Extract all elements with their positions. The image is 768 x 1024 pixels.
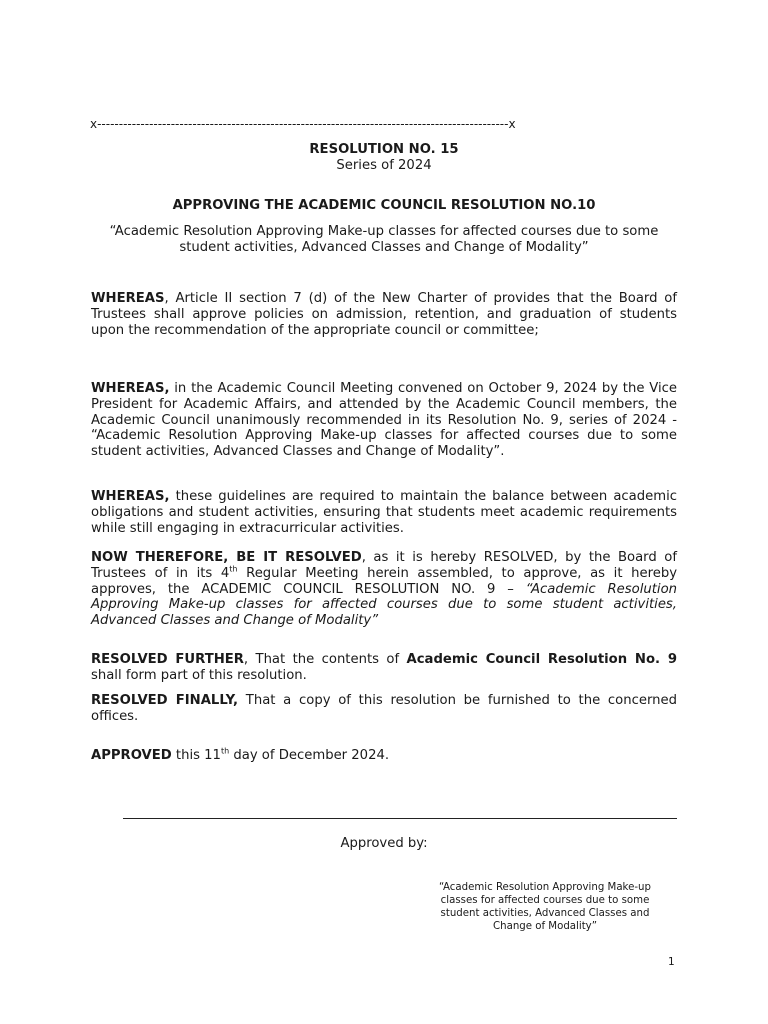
resolution-series: Series of 2024 (336, 158, 432, 173)
ordinal-suffix: th (220, 746, 230, 756)
whereas-paragraph-3 (91, 489, 677, 536)
approved-text-b: day of December 2024. (229, 748, 390, 763)
now-therefore-text-a: , as it is hereby RESOLVED, by the Board of Trustees of in its 4 (91, 550, 677, 581)
resolution-subtitle: “Academic Resolution Approving Make-up classes for affected courses due to some student activities, Advanced Classes and Change of Modality” (109, 224, 659, 255)
resolved-further-bold: Academic Council Resolution No. 9 (406, 652, 677, 667)
whereas-paragraph-1 (91, 291, 677, 338)
resolution-number: RESOLUTION NO. 15 (309, 142, 459, 157)
approved-paragraph (91, 748, 677, 764)
resolved-finally-text: That a copy of this resolution be furnished to the concerned offices. (91, 693, 677, 724)
resolved-further-paragraph (91, 652, 677, 684)
approved-lead: APPROVED (91, 748, 172, 763)
now-therefore-quote: “Academic Resolution Approving Make-up classes for affected courses due to some student activities, Advanced Classes and Change of Modality” (91, 581, 677, 629)
now-therefore-lead: NOW THEREFORE, BE IT RESOLVED (91, 550, 362, 565)
resolution-title: APPROVING THE ACADEMIC COUNCIL RESOLUTION NO.10 (172, 198, 596, 213)
separator-line: x-----------------------------------------------------------------------------------------------x (90, 117, 516, 131)
whereas-lead: WHEREAS, (91, 489, 170, 504)
footer-quote: “Academic Resolution Approving Make-up classes for affected courses due to some student activities, Advanced Classes and Change of Modality” (439, 882, 651, 932)
whereas-text: these guidelines are required to maintain the balance between academic obligations and student activities, ensuring that students meet academic requirements while still engaging in extracurricular activities. (91, 489, 677, 536)
whereas-lead: WHEREAS, (91, 381, 170, 396)
page-number: 1 (668, 956, 675, 968)
resolved-finally-lead: RESOLVED FINALLY, (91, 693, 239, 708)
ordinal-suffix: th (229, 564, 238, 574)
resolved-further-text-a: , That the contents of (243, 652, 407, 667)
approved-text-a: this 11 (171, 748, 221, 763)
signature-line (123, 818, 677, 819)
resolved-further-text-b: shall form part of this resolution. (91, 667, 307, 683)
approved-by-label: Approved by: (340, 836, 428, 851)
whereas-text: in the Academic Council Meeting convened on October 9, 2024 by the Vice President for Academic Affairs, and attended by the Academic Council members, the Academic Council unanimously recommended in its Resolution No. 9, series of 2024 - “Academic Resolution Approving Make-up classes for affected courses due to some student activities, Advanced Classes and Change of Modality”. (91, 381, 677, 460)
now-therefore-paragraph (91, 550, 677, 629)
whereas-text: , Article II section 7 (d) of the New Charter of provides that the Board of Trustees shall approve policies on admission, retention, and graduation of students upon the recommendation of the appropriate council or committee; (91, 291, 677, 338)
resolved-finally-paragraph (91, 693, 677, 725)
now-therefore-text-b: Regular Meeting herein assembled, to approve, as it hereby approves, the ACADEMIC COUNCIL RESOLUTION NO. 9 – (91, 565, 677, 597)
resolved-further-lead: RESOLVED FURTHER (91, 652, 244, 667)
whereas-paragraph-2 (91, 381, 677, 460)
whereas-lead: WHEREAS (91, 291, 165, 306)
